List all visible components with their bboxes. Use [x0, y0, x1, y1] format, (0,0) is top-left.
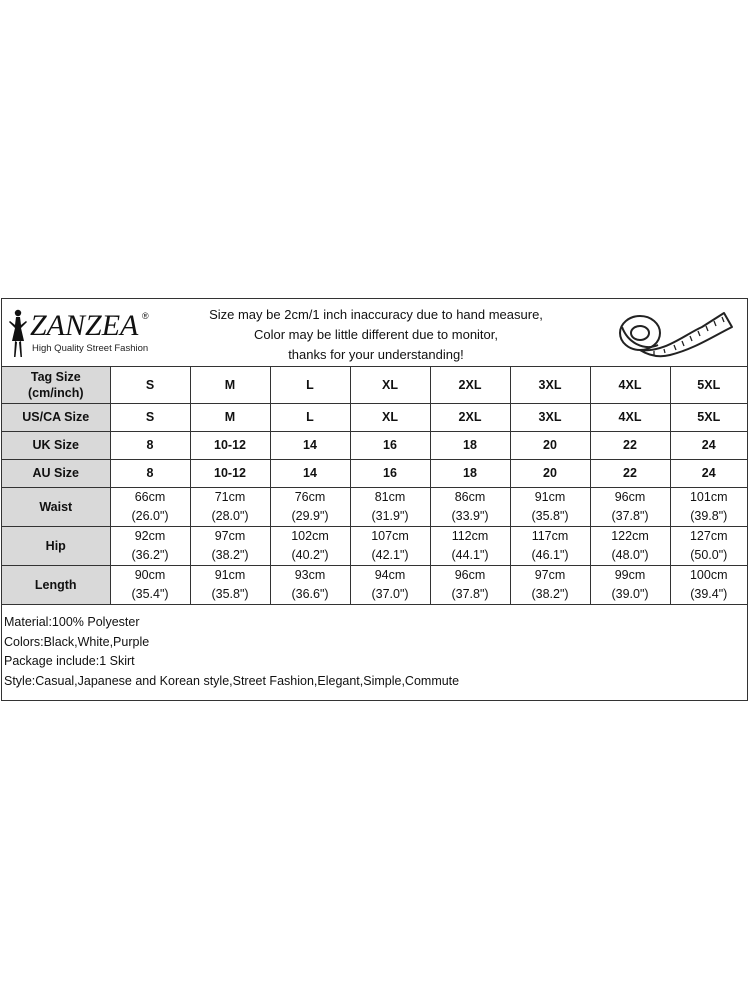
measure-cell — [430, 487, 510, 526]
cm-value: 122cm — [611, 528, 649, 543]
inch-value: (35.8") — [211, 586, 249, 601]
size-cell: 4XL — [590, 367, 670, 403]
logo-wordmark: ZANZEA — [30, 309, 139, 342]
size-cell: 10-12 — [190, 459, 270, 487]
size-cell: 3XL — [510, 403, 590, 431]
cm-value: 100cm — [689, 567, 728, 582]
size-cell: 3XL — [510, 367, 590, 403]
size-cell: 4XL — [590, 403, 670, 431]
measure-cell — [670, 487, 747, 526]
brand-tagline: High Quality Street Fashion — [32, 343, 149, 354]
row-label: US/CA Size — [2, 403, 110, 431]
measure-cell — [670, 565, 747, 604]
cm-value: 92cm — [134, 528, 166, 543]
size-cell: L — [270, 367, 350, 403]
cm-value: 81cm — [374, 489, 406, 504]
table-row — [2, 487, 747, 526]
measure-cell — [590, 487, 670, 526]
measure-cell — [350, 526, 430, 565]
inch-value: (39.0") — [611, 586, 649, 601]
cm-value: 66cm — [134, 489, 166, 504]
inch-value: (35.8") — [531, 508, 569, 523]
measure-cell — [510, 526, 590, 565]
measure-cell — [190, 526, 270, 565]
unit-label: (cm/inch) — [27, 385, 84, 400]
table-row — [2, 431, 747, 459]
inch-value: (31.9") — [371, 508, 409, 523]
cm-value: 93cm — [294, 567, 326, 582]
size-cell: S — [110, 367, 190, 403]
cm-value: 90cm — [134, 567, 166, 582]
size-cell: 18 — [430, 431, 510, 459]
measure-cell — [110, 565, 190, 604]
package-line: Package include:1 Skirt — [4, 654, 135, 668]
size-cell: M — [190, 403, 270, 431]
inch-value: (37.8") — [451, 586, 489, 601]
measure-cell — [510, 565, 590, 604]
notice-line: Color may be little different due to monitor, — [254, 327, 498, 342]
row-label: Hip — [2, 526, 110, 565]
inch-value: (46.1") — [531, 547, 569, 562]
woman-silhouette-icon — [6, 307, 30, 359]
inch-value: (37.0") — [371, 586, 409, 601]
notice-line: thanks for your understanding! — [288, 347, 464, 362]
size-cell: 14 — [270, 431, 350, 459]
inch-value: (39.4") — [690, 586, 728, 601]
inch-value: (28.0") — [211, 508, 249, 523]
measuring-tape-icon — [614, 305, 736, 361]
cm-value: 102cm — [291, 528, 329, 543]
colors-line: Colors:Black,White,Purple — [4, 634, 150, 649]
measure-cell — [670, 526, 747, 565]
size-cell: 2XL — [430, 367, 510, 403]
size-cell: 20 — [510, 459, 590, 487]
inch-value: (36.6") — [291, 586, 329, 601]
cm-value: 107cm — [371, 528, 409, 543]
measure-cell — [350, 487, 430, 526]
inch-value: (42.1") — [371, 547, 409, 562]
chart-header — [2, 299, 747, 367]
size-cell: XL — [350, 403, 430, 431]
size-cell: 2XL — [430, 403, 510, 431]
material-line: Material:100% Polyester — [4, 615, 140, 629]
row-label: Length — [2, 565, 110, 604]
size-cell: 20 — [510, 431, 590, 459]
measure-cell — [430, 565, 510, 604]
measurement-notice — [187, 305, 565, 365]
inch-value: (33.9") — [451, 508, 489, 523]
cm-value: 112cm — [451, 528, 489, 543]
row-label: Waist — [2, 487, 110, 526]
row-label: UK Size — [2, 431, 110, 459]
size-cell: L — [270, 403, 350, 431]
measure-cell — [190, 487, 270, 526]
size-cell: 24 — [670, 431, 747, 459]
size-cell: 5XL — [670, 367, 747, 403]
measure-cell — [350, 565, 430, 604]
table-row — [2, 367, 747, 403]
inch-value: (38.2") — [531, 586, 569, 601]
measure-cell — [110, 487, 190, 526]
inch-value: (39.8") — [690, 508, 728, 523]
table-row — [2, 459, 747, 487]
inch-value: (50.0") — [690, 547, 728, 562]
row-label: AU Size — [2, 459, 110, 487]
measure-cell — [270, 565, 350, 604]
measure-cell — [270, 526, 350, 565]
cm-value: 86cm — [454, 489, 486, 504]
table-row — [2, 526, 747, 565]
inch-value: (35.4") — [131, 586, 169, 601]
cm-value: 94cm — [374, 567, 406, 582]
size-cell: XL — [350, 367, 430, 403]
inch-value: (44.1") — [451, 547, 489, 562]
size-cell: 10-12 — [190, 431, 270, 459]
cm-value: 127cm — [689, 528, 728, 543]
brand-logo — [6, 307, 156, 359]
size-cell: 22 — [590, 431, 670, 459]
size-table — [2, 367, 747, 605]
inch-value: (38.2") — [211, 547, 249, 562]
table-row — [2, 403, 747, 431]
size-cell: 8 — [110, 431, 190, 459]
cm-value: 117cm — [531, 528, 569, 543]
size-cell: M — [190, 367, 270, 403]
measure-cell — [430, 526, 510, 565]
inch-value: (37.8") — [611, 508, 649, 523]
measure-cell — [590, 565, 670, 604]
cm-value: 91cm — [534, 489, 566, 504]
cm-value: 97cm — [534, 567, 566, 582]
size-cell: 5XL — [670, 403, 747, 431]
size-chart — [1, 298, 748, 701]
notice-line: Size may be 2cm/1 inch inaccuracy due to hand measure, — [209, 307, 543, 322]
size-cell: 16 — [350, 431, 430, 459]
cm-value: 96cm — [614, 489, 646, 504]
size-cell: 22 — [590, 459, 670, 487]
inch-value: (26.0") — [131, 508, 169, 523]
inch-value: (29.9") — [291, 508, 329, 523]
size-cell: 14 — [270, 459, 350, 487]
measure-cell — [510, 487, 590, 526]
size-cell: 8 — [110, 459, 190, 487]
size-cell: S — [110, 403, 190, 431]
style-line: Style:Casual,Japanese and Korean style,Street Fashion,Elegant,Simple,Commute — [4, 673, 460, 688]
table-row — [2, 565, 747, 604]
inch-value: (48.0") — [611, 547, 649, 562]
cm-value: 91cm — [214, 567, 246, 582]
measure-cell — [590, 526, 670, 565]
registered-mark: ® — [142, 311, 149, 321]
row-label — [2, 367, 110, 403]
size-cell: 16 — [350, 459, 430, 487]
measure-cell — [110, 526, 190, 565]
measure-cell — [270, 487, 350, 526]
inch-value: (40.2") — [291, 547, 329, 562]
tag-size-label: Tag Size — [30, 369, 81, 384]
cm-value: 97cm — [214, 528, 246, 543]
size-cell: 24 — [670, 459, 747, 487]
inch-value: (36.2") — [131, 547, 169, 562]
cm-value: 99cm — [614, 567, 646, 582]
cm-value: 96cm — [454, 567, 486, 582]
size-cell: 18 — [430, 459, 510, 487]
cm-value: 101cm — [689, 489, 728, 504]
measure-cell — [190, 565, 270, 604]
cm-value: 76cm — [294, 489, 326, 504]
product-info — [4, 613, 459, 691]
cm-value: 71cm — [214, 489, 246, 504]
